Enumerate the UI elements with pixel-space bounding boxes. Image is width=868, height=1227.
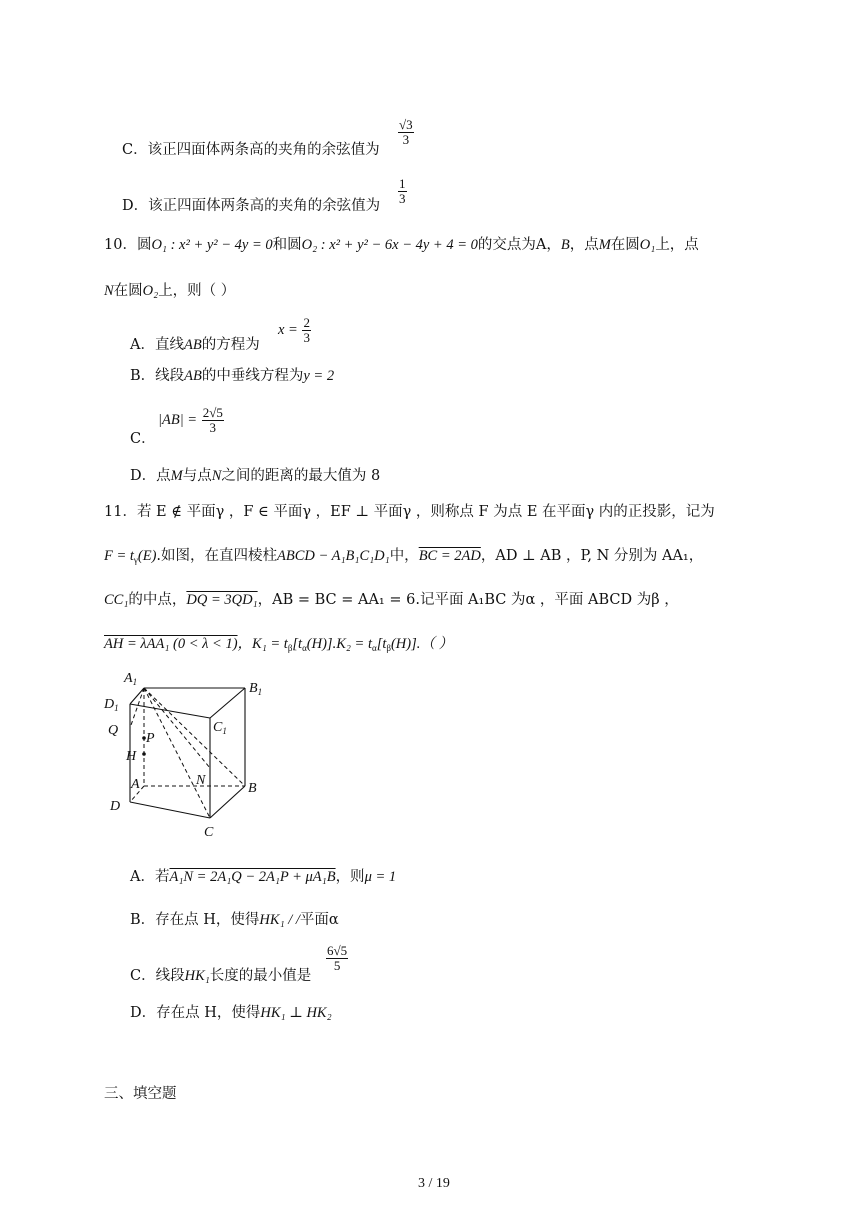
q9-option-c <box>122 143 380 158</box>
q10-option-c: C． <box>130 431 156 447</box>
line-a1c <box>144 688 210 818</box>
section-heading-fill-in: 三、填空题 <box>104 1086 177 1102</box>
q10-stem-line1: 10．圆O₁ : x² + y² − 4y = 0和圆O₂ : x² + y² − 6x − 4y + 4 = 0的交点为A，B，点M在圆O₁上，点 <box>104 237 699 253</box>
q11-option-b: B．存在点 H，使得HK₁ / /平面α <box>130 912 339 928</box>
edge-b1c1 <box>210 688 245 718</box>
label-h: H <box>126 749 137 764</box>
label-d: D <box>110 799 121 814</box>
label-b1: $B_1$ <box>249 681 263 697</box>
q9-option-d-text: D．该正四面体两条高的夹角的余弦值为 <box>122 198 381 214</box>
q11-option-d: D．存在点 H，使得HK₁ ⊥ HK₂ <box>130 1005 332 1021</box>
page-number: 3 / 19 <box>418 1176 450 1191</box>
label-c: C <box>204 825 214 840</box>
line-a1n <box>144 688 210 768</box>
q10-option-c-math: |AB| = $\frac{2√5}{3}$ <box>158 405 223 435</box>
point-h <box>142 752 146 756</box>
line-a1b <box>144 688 245 786</box>
q9-option-c-text: C．该正四面体两条高的夹角的余弦值为 <box>122 142 380 158</box>
label-a1: $A_1$ <box>124 671 138 687</box>
q10-option-b: B．线段AB的中垂线方程为y = 2 <box>130 368 335 384</box>
edge-d1a1 <box>130 688 144 704</box>
label-n: N <box>196 773 206 788</box>
q9-option-d-fraction: $\frac{1}{3}$ <box>399 176 406 206</box>
q11-stem-line4: AH = λAA₁ (0 < λ < 1)，$K_1 = t_\beta[t_\alpha(H)].K_2 = t_\alpha[t_\beta(H)]$.（ ） <box>104 636 453 653</box>
q11-stem-line3: CC₁的中点，DQ = 3QD₁，AB = BC = AA₁ = 6.记平面 A₁BC 为α ，平面 ABCD 为β ， <box>104 592 679 608</box>
q11-option-a: A．若A₁N = 2A₁Q − 2A₁P + μA₁B，则μ = 1 <box>130 869 397 885</box>
q9-option-d <box>122 199 380 214</box>
label-a: A <box>131 777 140 792</box>
q11-stem-line2: $F = t_\gamma(E)$.如图，在直四棱柱ABCD − A₁B₁C₁D₁中，BC = 2AD，AD ⊥ AB ，P, N 分别为 AA₁， <box>104 548 704 565</box>
label-q: Q <box>108 723 119 738</box>
q10-stem-line2: N在圆O₂上，则（ ） <box>104 283 236 299</box>
q11-option-c: C．线段HK₁长度的最小值是 <box>130 968 312 984</box>
edge-dc <box>130 802 210 818</box>
label-c1: $C_1$ <box>213 720 227 736</box>
q10-option-a-math: x = $\frac{2}{3}$ <box>278 315 310 345</box>
label-p: P <box>146 731 155 746</box>
label-b: B <box>248 781 257 796</box>
label-d1: $D_1$ <box>104 697 119 713</box>
q11-stem-line1: 11．若 E ∉ 平面γ ，F ∈ 平面γ ，EF ⊥ 平面γ ，则称点 F 为点 E 在平面γ 内的正投影，记为 <box>104 504 715 520</box>
q10-option-d: D．点M与点N之间的距离的最大值为 8 <box>130 468 381 484</box>
q9-option-c-fraction: $\frac{√3}{3}$ <box>399 117 413 147</box>
prism-figure <box>100 668 280 844</box>
line-a1q <box>130 688 144 728</box>
edge-cb <box>210 786 245 818</box>
q10-option-a: A．直线AB的方程为 <box>130 337 260 353</box>
q11-option-c-fraction: $\frac{6√5}{5}$ <box>327 943 348 973</box>
edge-c1d1 <box>130 704 210 718</box>
